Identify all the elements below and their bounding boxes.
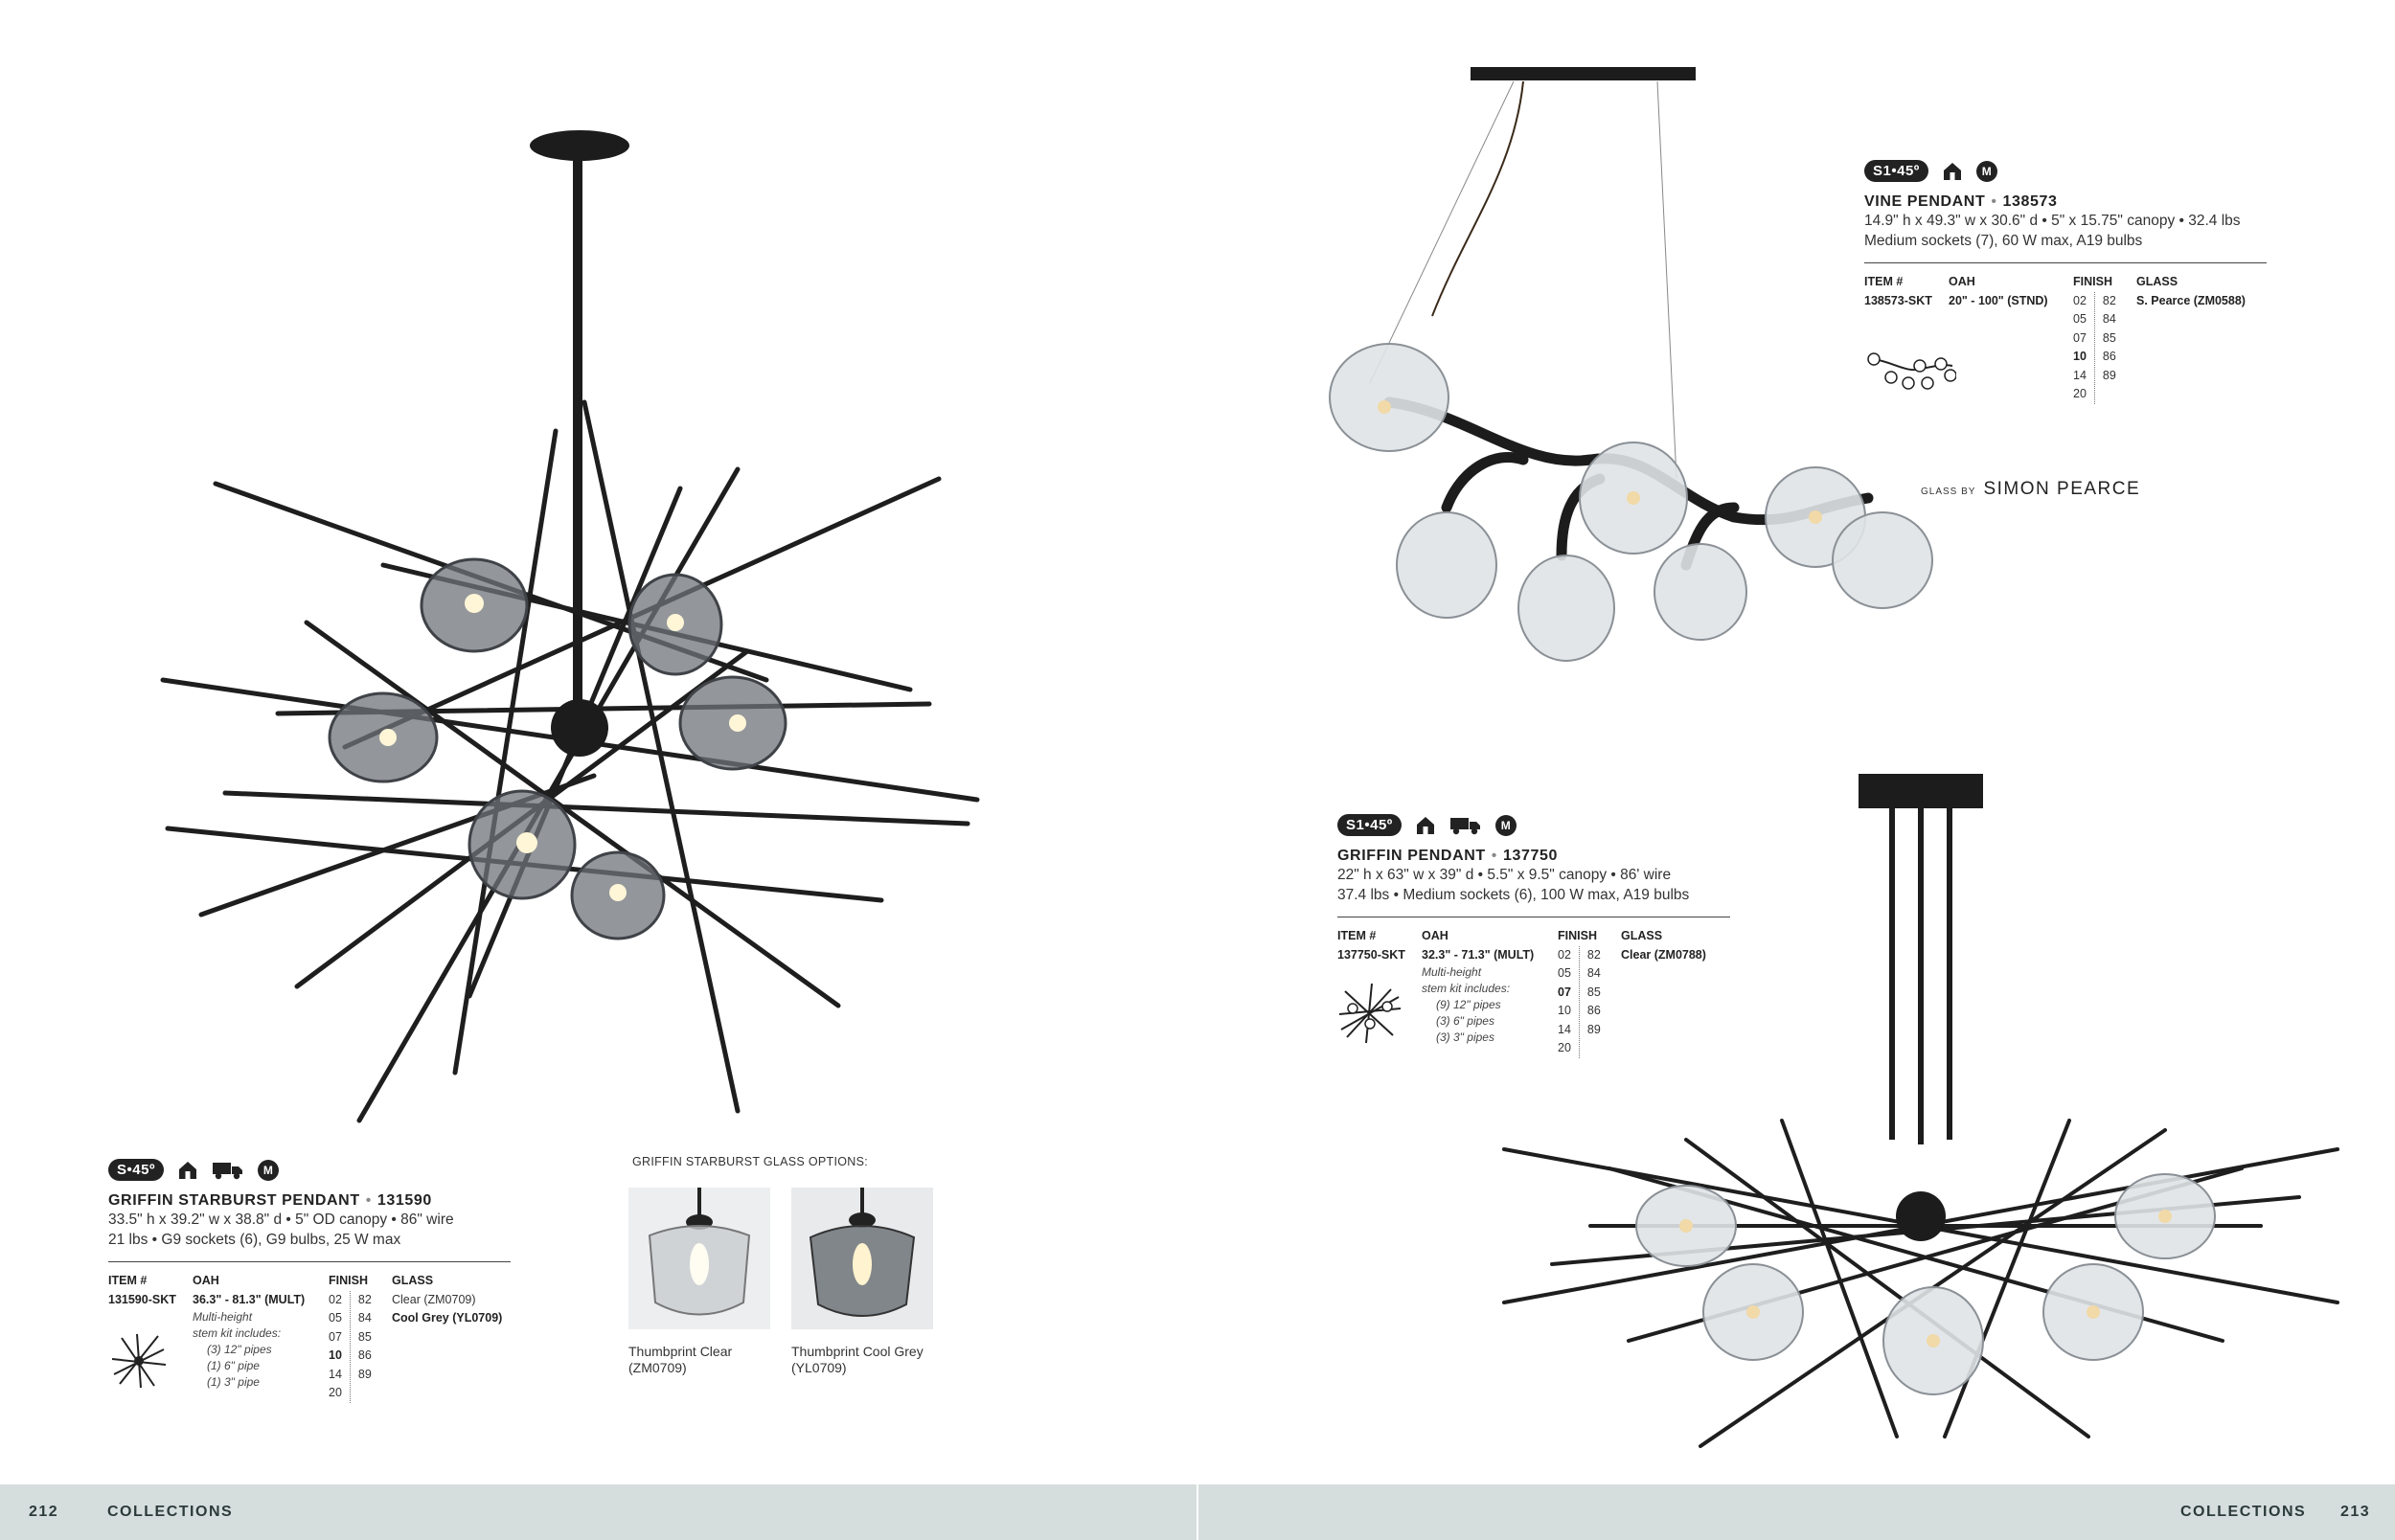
divider — [1864, 262, 2267, 263]
item-cell — [108, 1291, 193, 1403]
m-badge-icon: M — [1495, 815, 1517, 836]
truck-icon — [1449, 815, 1482, 836]
page-footer — [0, 1484, 2395, 1540]
swatch-caption — [791, 1344, 954, 1376]
oah-note: (1) 3" pipe — [207, 1375, 260, 1389]
oah-value: 36.3" - 81.3" (MULT) — [193, 1292, 306, 1306]
starburst-thumbnail — [108, 1330, 170, 1392]
starburst-item-number: 131590 — [376, 1192, 432, 1209]
vine-pendant-image — [1274, 57, 1964, 680]
finish-code: 85 — [357, 1329, 372, 1344]
griffin-spec-1: 22" h x 63" w x 39" d • 5.5" x 9.5" canopy • 86' wire — [1337, 867, 1672, 883]
oah-cell — [193, 1291, 329, 1403]
oah-note: stem kit includes: — [193, 1326, 282, 1340]
finish-code: 02 — [2073, 293, 2087, 307]
finish-code: 07 — [329, 1329, 342, 1344]
finish-code: 10 — [2073, 350, 2087, 363]
right-section-label: COLLECTIONS — [2180, 1504, 2307, 1520]
starburst-title: GRIFFIN STARBURST PENDANT • 131590 — [108, 1192, 432, 1209]
vine-item-number: 138573 — [2002, 193, 2058, 210]
finish-code: 89 — [1586, 1022, 1601, 1036]
vine-spec-1: 14.9" h x 49.3" w x 30.6" d • 5" x 15.75" canopy • 32.4 lbs — [1864, 213, 2241, 229]
left-page-number: 212 — [29, 1504, 59, 1520]
griffin-thumbnail — [1337, 982, 1403, 1045]
home-icon — [1415, 815, 1436, 836]
finish-list-left — [329, 1291, 351, 1403]
swatch-name: Thumbprint Cool Grey — [791, 1344, 924, 1359]
finish-code: 05 — [329, 1311, 342, 1325]
finish-code: 14 — [1558, 1022, 1571, 1036]
starburst-name: GRIFFIN STARBURST PENDANT — [108, 1192, 360, 1209]
swatch-code: (YL0709) — [791, 1360, 847, 1375]
vine-badges — [1864, 160, 2267, 182]
item-cell — [1864, 292, 1949, 404]
truck-icon — [212, 1160, 244, 1181]
finish-list-right — [358, 1291, 372, 1403]
finish-code: 10 — [1558, 1004, 1571, 1017]
finish-code: 82 — [1586, 947, 1601, 962]
finish-code: 14 — [329, 1367, 342, 1381]
finish-code: 05 — [1558, 966, 1571, 980]
starburst-spec-1: 33.5" h x 39.2" w x 38.8" d • 5" OD canopy • 86" wire — [108, 1212, 454, 1228]
divider — [108, 1261, 511, 1262]
oah-note: (3) 12" pipes — [207, 1343, 272, 1356]
griffin-pendant-image — [1494, 766, 2357, 1456]
col-item: ITEM # — [108, 1274, 148, 1287]
item-number: 138573-SKT — [1864, 293, 1932, 307]
oah-note: (3) 3" pipes — [1436, 1030, 1494, 1044]
thumbprint-clear-image — [628, 1188, 770, 1329]
oah-note: stem kit includes: — [1422, 982, 1511, 995]
finish-code: 89 — [357, 1367, 372, 1381]
finish-code: 02 — [1558, 947, 1571, 962]
simon-pearce-credit — [1921, 479, 2140, 500]
home-icon — [1942, 161, 1963, 182]
simon-pearce-logo: SIMON PEARCE — [1983, 479, 2141, 499]
finish-code: 20 — [329, 1386, 342, 1399]
finish-code: 07 — [2073, 330, 2087, 345]
finish-code: 14 — [2073, 368, 2087, 382]
glass-options-title: GRIFFIN STARBURST GLASS OPTIONS: — [632, 1155, 868, 1168]
finish-code: 10 — [329, 1348, 342, 1362]
starburst-spec-2: 21 lbs • G9 sockets (6), G9 bulbs, 25 W max — [108, 1232, 401, 1248]
item-number: 131590-SKT — [108, 1292, 176, 1306]
col-oah: OAH — [1422, 929, 1448, 942]
oah-value: 20" - 100" (STND) — [1949, 293, 2048, 307]
finish-code: 86 — [1586, 1004, 1601, 1017]
glass-by-label: GLASS BY — [1921, 487, 1976, 497]
finish-code: 07 — [1558, 985, 1571, 999]
page-gutter — [1197, 1484, 1198, 1540]
vine-thumbnail — [1864, 335, 1956, 393]
griffin-title: GRIFFIN PENDANT • 137750 — [1337, 848, 1558, 864]
col-oah: OAH — [193, 1274, 219, 1287]
swatch-name: Thumbprint Clear — [628, 1344, 733, 1359]
glass-value: S. Pearce (ZM0588) — [2136, 293, 2246, 307]
col-oah: OAH — [1949, 275, 1975, 288]
glass-cell — [392, 1291, 507, 1403]
oah-note: (9) 12" pipes — [1436, 998, 1501, 1011]
col-glass: GLASS — [1621, 929, 1663, 942]
oah-value: 32.3" - 71.3" (MULT) — [1422, 947, 1535, 962]
finish-code: 82 — [357, 1292, 372, 1306]
swatch-code: (ZM0709) — [628, 1360, 687, 1375]
glass-swatch-cool-grey — [791, 1188, 954, 1376]
vine-title: VINE PENDANT • 138573 — [1864, 193, 2058, 210]
finish-list-left — [2073, 292, 2095, 404]
oah-note: (3) 6" pipes — [1436, 1014, 1494, 1028]
item-cell — [1337, 946, 1422, 1058]
m-badge-icon: M — [1976, 161, 1997, 182]
s1-45-badge: S1•45º — [1864, 160, 1928, 182]
finish-code: 89 — [2102, 368, 2116, 382]
oah-note: Multi-height — [1422, 965, 1482, 979]
col-glass: GLASS — [2136, 275, 2178, 288]
vine-name: VINE PENDANT — [1864, 193, 1986, 210]
glass-value: Clear (ZM0788) — [1621, 947, 1706, 962]
finish-cell — [2073, 292, 2136, 404]
finish-code: 84 — [2102, 312, 2116, 326]
finish-code: 86 — [2102, 350, 2116, 363]
item-number: 137750-SKT — [1337, 947, 1405, 962]
finish-code: 20 — [1558, 1041, 1571, 1054]
glass-option: Clear (ZM0709) — [392, 1292, 476, 1306]
griffin-name: GRIFFIN PENDANT — [1337, 848, 1486, 864]
m-badge-icon: M — [258, 1160, 279, 1181]
finish-code: 82 — [2102, 293, 2116, 307]
starburst-pendant-image — [144, 115, 1006, 1130]
glass-swatch-clear — [628, 1188, 772, 1376]
griffin-item-number: 137750 — [1502, 848, 1558, 864]
col-finish: FINISH — [329, 1274, 368, 1287]
starburst-spec-table — [108, 1272, 511, 1403]
col-item: ITEM # — [1337, 929, 1377, 942]
col-item: ITEM # — [1864, 275, 1904, 288]
col-finish: FINISH — [1558, 929, 1597, 942]
right-page-number: 213 — [2340, 1504, 2371, 1520]
thumbprint-cool-grey-image — [791, 1188, 933, 1329]
left-section-label: COLLECTIONS — [107, 1504, 234, 1520]
finish-code: 05 — [2073, 312, 2087, 326]
starburst-info — [108, 1159, 511, 1403]
home-icon — [177, 1160, 198, 1181]
finish-code: 20 — [2073, 387, 2087, 400]
finish-list-right — [2103, 292, 2116, 404]
oah-note: (1) 6" pipe — [207, 1359, 260, 1372]
finish-code: 84 — [1586, 966, 1601, 980]
finish-code: 86 — [357, 1348, 372, 1362]
starburst-badges — [108, 1159, 511, 1181]
s45-badge: S•45º — [108, 1159, 164, 1181]
finish-code: 84 — [357, 1311, 372, 1325]
vine-spec-table — [1864, 273, 2267, 404]
oah-note: Multi-height — [193, 1310, 253, 1324]
vine-spec-2: Medium sockets (7), 60 W max, A19 bulbs — [1864, 233, 2143, 249]
swatch-caption — [628, 1344, 772, 1376]
griffin-spec-2: 37.4 lbs • Medium sockets (6), 100 W max, A19 bulbs — [1337, 887, 1690, 903]
finish-code: 02 — [329, 1292, 342, 1306]
col-finish: FINISH — [2073, 275, 2112, 288]
s1-45-badge: S1•45º — [1337, 814, 1402, 836]
oah-cell — [1949, 292, 2073, 404]
vine-info — [1864, 160, 2267, 404]
col-glass: GLASS — [392, 1274, 434, 1287]
finish-code: 85 — [1586, 985, 1601, 999]
finish-code: 85 — [2102, 330, 2116, 345]
finish-cell — [329, 1291, 392, 1403]
glass-option: Cool Grey (YL0709) — [392, 1311, 503, 1325]
